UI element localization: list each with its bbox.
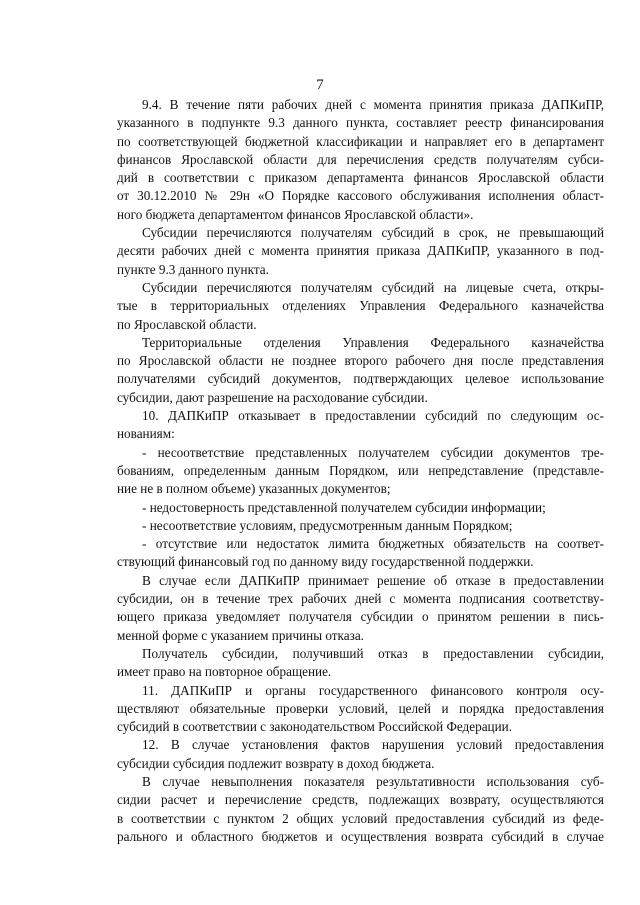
text-line: менной форме с указанием причины отказа. bbox=[117, 627, 364, 643]
text-line: 11. ДАПКиПР и органы государственного финансового контроля осу- bbox=[142, 682, 604, 698]
text-line: - отсутствие или недостаток лимита бюджетных обязательств на соответ- bbox=[142, 536, 604, 552]
text-line: тые в территориальных отделениях Управления Федерального казначейства bbox=[117, 298, 604, 314]
text-line: ного бюджета департаментом финансов Ярославской области». bbox=[117, 206, 474, 222]
text-line: по Ярославской области. bbox=[117, 316, 257, 332]
text-line: субсидии субсидия подлежит возврату в доход бюджета. bbox=[117, 755, 435, 771]
text-line: Субсидии перечисляются получателям субсидий в срок, не превышающий bbox=[142, 225, 604, 241]
text-line: ствующий финансовый год по данному виду государственной поддержки. bbox=[117, 554, 534, 570]
text-line: 12. В случае установления фактов нарушения условий предоставления bbox=[142, 737, 604, 753]
text-line: Субсидии перечисляются получателям субсидий на лицевые счета, откры- bbox=[142, 279, 604, 295]
text-line: - несоответствие представленных получателем субсидии документов тре- bbox=[142, 444, 604, 460]
text-line: Территориальные отделения Управления Федерального казначейства bbox=[142, 334, 604, 350]
text-line: бованиям, определенным данным Порядком, или непредставление (представле- bbox=[117, 462, 604, 478]
text-line: 10. ДАПКиПР отказывает в предоставлении субсидий по следующим ос- bbox=[142, 408, 604, 424]
text-line: субсидий в соответствии с законодательством Российской Федерации. bbox=[117, 719, 513, 735]
text-line: по Ярославской области не позднее второго рабочего дня после представления bbox=[117, 353, 604, 369]
text-line: имеет право на повторное обращение. bbox=[117, 664, 332, 680]
text-line: ществляют обязательные проверки условий, целей и порядка предоставления bbox=[117, 700, 604, 716]
text-line: пункте 9.3 данного пункта. bbox=[117, 261, 269, 277]
text-line: Получатель субсидии, получивший отказ в предоставлении субсидии, bbox=[142, 645, 604, 661]
text-line: субсидии, он в течение трех рабочих дней с момента подписания соответству- bbox=[117, 591, 604, 607]
page-number: 7 bbox=[316, 77, 324, 93]
text-line: сидии расчет и перечисление средств, подлежащих возврату, осуществляются bbox=[117, 792, 604, 808]
text-line: В случае невыполнения показателя результативности использования суб- bbox=[142, 773, 604, 789]
text-line: нованиям: bbox=[117, 426, 175, 442]
text-line: от 30.12.2010 № 29н «О Порядке кассового обслуживания исполнения област- bbox=[117, 188, 604, 204]
text-line: финансов Ярославской области для перечисления средств получателям субси- bbox=[117, 151, 604, 167]
text-line: получателями субсидий документов, подтверждающих целевое использование bbox=[117, 371, 604, 387]
text-line: - недостоверность представленной получателем субсидии информации; bbox=[142, 499, 546, 515]
text-line: 9.4. В течение пяти рабочих дней с момента принятия приказа ДАПКиПР, bbox=[142, 97, 604, 112]
text-line: указанного в подпункте 9.3 данного пункта, составляет реестр финансирования bbox=[117, 115, 604, 131]
text-line: - несоответствие условиям, предусмотренным данным Порядком; bbox=[142, 517, 513, 533]
text-line: ние не в полном объеме) указанных документов; bbox=[117, 481, 391, 497]
text-line: в соответствии с пунктом 2 общих условий предоставления субсидий из феде- bbox=[117, 810, 604, 826]
text-line: В случае если ДАПКиПР принимает решение об отказе в предоставлении bbox=[142, 572, 604, 588]
text-line: рального и областного бюджетов и осуществления возврата субсидий в случае bbox=[117, 828, 604, 844]
text-line: ющего приказа уведомляет получателя субсидии о принятом решении в пись- bbox=[117, 609, 604, 625]
text-line: по соответствующей бюджетной классификации и направляет его в департамент bbox=[117, 133, 604, 149]
document-body bbox=[117, 96, 604, 846]
text-line: дий в соответствии с приказом департамента финансов Ярославской области bbox=[117, 170, 604, 186]
text-line: субсидии, дают разрешение на расходование субсидии. bbox=[117, 389, 428, 405]
text-line: десяти рабочих дней с момента принятия приказа ДАПКиПР, указанного в под- bbox=[117, 243, 604, 259]
